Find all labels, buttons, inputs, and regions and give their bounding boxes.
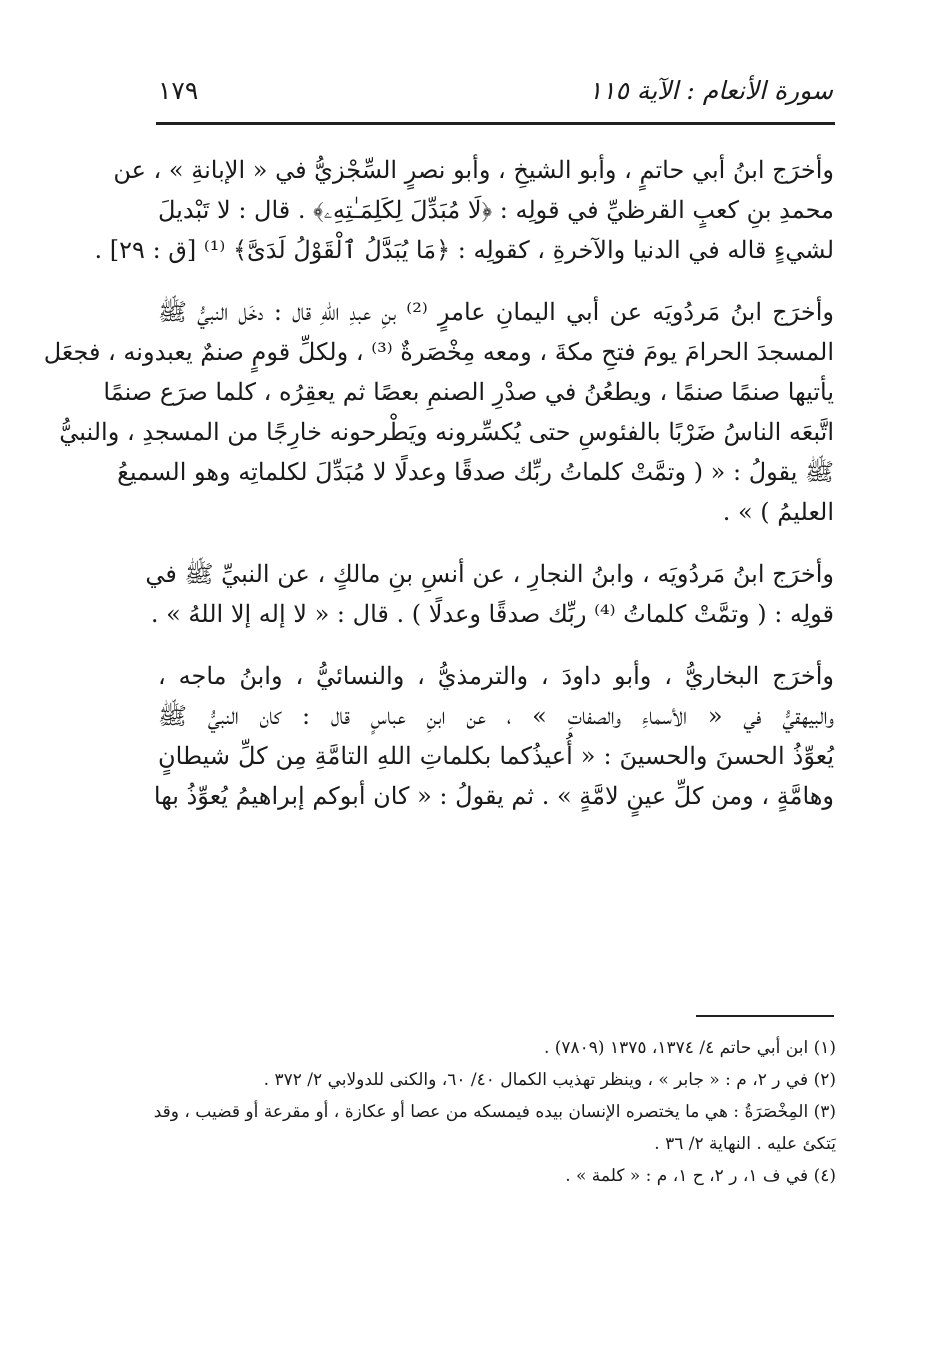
header-rule — [156, 122, 835, 125]
text-line: اتَّبعَه الناسُ ضَرْبًا بالفئوسِ حتى يُكسِّرونه ويَطْرحونه خارِجًا من المسجدِ ، والنبيُّ — [59, 418, 834, 446]
paragraph-1 — [94, 150, 834, 270]
text-line: يُعوِّذُ الحسنَ والحسينَ : « أُعيذُكما بكلماتِ اللهِ التامَّةِ مِن كلِّ شيطانٍ — [158, 742, 834, 770]
text-line: وهامَّةٍ ، ومن كلِّ عينٍ لامَّةٍ » . ثم يقولُ : « كان أبوكم إبراهيمُ يُعوِّذُ بها — [153, 782, 834, 810]
footnote-2: (٢) في ر ٢، م : « جابر » ، وينظر تهذيب الكمال ٤٠/ ٦٠، والكنى للدولابي ٢/ ٣٧٢ . — [263, 1070, 836, 1090]
running-title: سورة الأنعام : الآية ١١٥ — [588, 76, 833, 105]
text-line: لشيءٍ قاله في الدنيا والآخرةِ ، كقولِه : ﴿مَا يُبَدَّلُ ٱلْقَوْلُ لَدَىَّ﴾ ⁽¹⁾ [ق : ٢٩] . — [94, 236, 834, 264]
footnotes — [153, 1032, 836, 1192]
paragraph-3 — [145, 554, 834, 634]
text-line: العليمُ ) » . — [722, 498, 834, 526]
footnote-3: (٣) المِخْصَرَةُ : هي ما يختصره الإنسان بيده فيمسكه من عصا أو عكازة ، أو مقرعة أو قضيب ، وقد — [153, 1102, 836, 1122]
text-line: المسجدَ الحرامَ يومَ فتحِ مكةَ ، ومعه مِخْصَرةٌ ⁽³⁾ ، ولكلِّ قومٍ صنمٌ يعبدونه ، فجعَل — [43, 338, 834, 366]
footnote-1: (١) ابن أبي حاتم ٤/ ١٣٧٤، ١٣٧٥ (٧٨٠٩) . — [543, 1038, 836, 1058]
text-line: وأخرَج ابنُ مَردُويَه ، وابنُ النجارِ ، عن أنسِ بنِ مالكٍ ، عن النبيِّ ﷺ في — [145, 560, 834, 588]
text-line: قولِه : ( وتمَّتْ كلماتُ ⁽⁴⁾ ربِّك صدقًا وعدلًا ) . قال : « لا إله إلا اللهُ » . — [150, 600, 834, 628]
text-line: والبيهقيُّ في « الأسماءِ والصفاتِ » ، عن ابنِ عباسٍ قال : كان النبيُّ ﷺ — [158, 702, 834, 730]
text-line: وأخرَج البخاريُّ ، وأبو داودَ ، والترمذيُّ ، والنسائيُّ ، وابنُ ماجه ، — [158, 662, 834, 690]
page-number: ١٧٩ — [158, 76, 199, 105]
text-line: وأخرَج ابنُ أبي حاتمٍ ، وأبو الشيخِ ، وأبو نصرٍ السِّجْزيُّ في « الإبانةِ » ، عن — [113, 156, 834, 184]
page-header — [158, 70, 833, 118]
text-line: يأتيها صنمًا صنمًا ، ويطعُنُ في صدْرِ الصنمِ بعصًا ثم يعقِرُه ، كلما صرَع صنمًا — [103, 378, 834, 406]
text-line: وأخرَج ابنُ مَردُويَه عن أبي اليمانِ عامرٍ ⁽²⁾ بنِ عبدِ اللهِ قال : دخَل النبيُّ ﷺ — [158, 298, 835, 326]
text-line: محمدِ بنِ كعبٍ القرظيِّ في قولِه : ﴿لَا مُبَدِّلَ لِكَلِمَـٰتِهِۦ﴾ . قال : لا تَبْديلَ — [158, 196, 834, 224]
paragraph-4 — [153, 656, 834, 816]
footnote-4: (٤) في ف ١، ر ٢، ح ١، م : « كلمة » . — [565, 1166, 836, 1186]
footnote-separator — [696, 1015, 834, 1017]
footnote-3-continued: يَتكئ عليه . النهاية ٢/ ٣٦ . — [654, 1134, 836, 1154]
body-text — [43, 150, 835, 838]
text-line: ﷺ يقولُ : « ( وتمَّتْ كلماتُ ربِّك صدقًا وعدلًا لا مُبَدِّلَ لكلماتِه وهو السميعُ — [117, 458, 834, 486]
paragraph-2 — [43, 292, 835, 532]
